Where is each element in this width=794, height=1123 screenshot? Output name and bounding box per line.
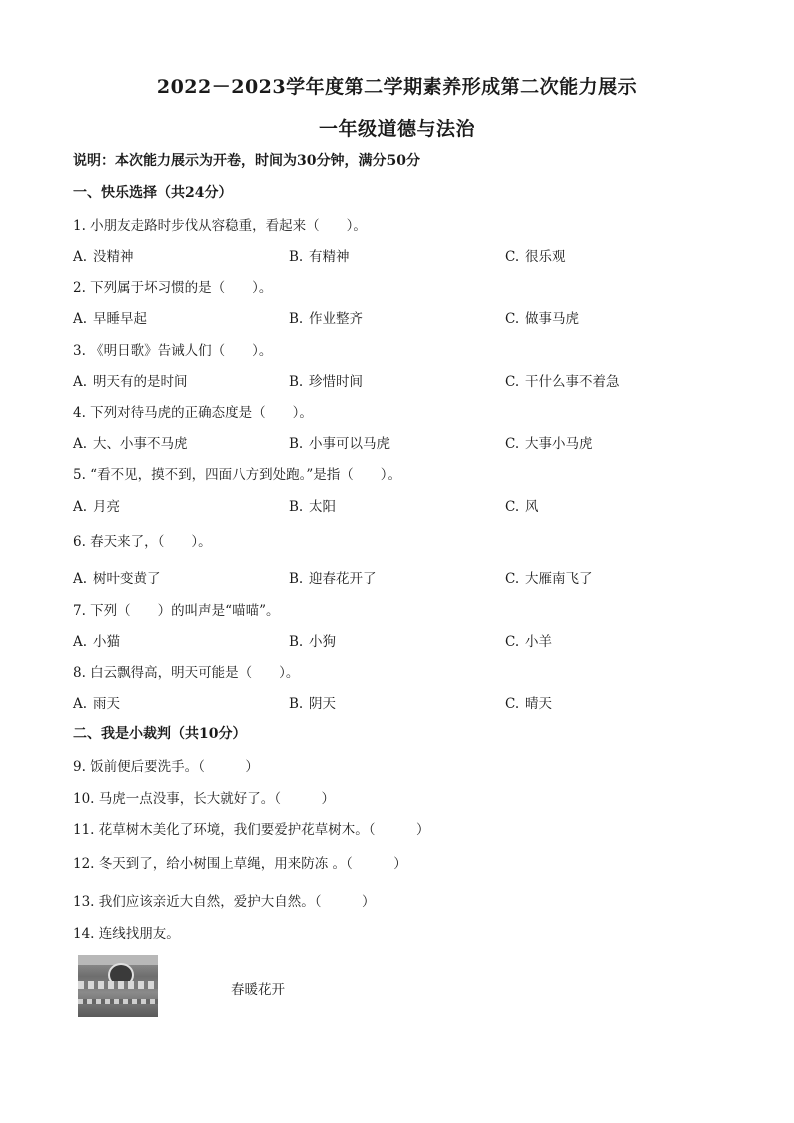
judge-item: 13. 我们应该亲近大自然，爱护大自然。（ ） (73, 894, 376, 910)
matching-label: 春暖花开 (231, 982, 285, 998)
option-b: B. 迎春花开了 (289, 571, 377, 587)
option-b: B. 太阳 (289, 499, 336, 515)
exam-instructions: 说明：本次能力展示为开卷，时间为30分钟，满分50分 (73, 153, 420, 169)
exam-title: 2022－2023学年度第二学期素养形成第二次能力展示 (156, 76, 638, 98)
exam-subtitle: 一年级道德与法治 (318, 118, 475, 140)
question-text: 6. 春天来了，（ ）。 (73, 534, 212, 550)
question-text: 3. 《明日歌》告诫人们（ ）。 (73, 343, 273, 359)
option-c: C. 大事小马虎 (505, 436, 593, 452)
option-b: B. 小事可以马虎 (289, 436, 390, 452)
option-a: A. 月亮 (73, 499, 120, 515)
option-a: A. 小猫 (73, 634, 120, 650)
option-c: C. 小羊 (505, 634, 552, 650)
option-c: C. 大雁南飞了 (505, 571, 593, 587)
option-b: B. 作业整齐 (289, 311, 363, 327)
judge-item: 10. 马虎一点没事，长大就好了。（ ） (73, 791, 336, 807)
question-text: 7. 下列（ ）的叫声是“喵喵”。 (73, 603, 280, 619)
option-a: A. 树叶变黄了 (73, 571, 161, 587)
option-a: A. 早睡早起 (73, 311, 147, 327)
option-b: B. 小狗 (289, 634, 336, 650)
question-text: 5. “看不见，摸不到，四面八方到处跑。”是指（ ）。 (73, 467, 401, 483)
option-a: A. 雨天 (73, 696, 120, 712)
option-c: C. 做事马虎 (505, 311, 579, 327)
question-text: 8. 白云飘得高，明天可能是（ ）。 (73, 665, 300, 681)
option-a: A. 大、小事不马虎 (73, 436, 188, 452)
judge-item: 12. 冬天到了，给小树围上草绳，用来防冻 。（ ） (73, 856, 407, 872)
option-c: C. 干什么事不着急 (505, 374, 620, 390)
option-b: B. 阴天 (289, 696, 336, 712)
judge-item: 11. 花草树木美化了环境，我们要爱护花草树木。（ ） (73, 822, 430, 838)
question-text: 1. 小朋友走路时步伐从容稳重，看起来（ ）。 (73, 218, 367, 234)
judge-item: 9. 饭前便后要洗手。（ ） (73, 759, 259, 775)
section-heading-choice: 一、快乐选择（共24分） (73, 185, 233, 201)
option-a: A. 没精神 (73, 249, 134, 265)
option-a: A. 明天有的是时间 (73, 374, 188, 390)
option-b: B. 珍惜时间 (289, 374, 363, 390)
question-text: 4. 下列对待马虎的正确态度是（ ）。 (73, 405, 313, 421)
option-b: B. 有精神 (289, 249, 350, 265)
option-c: C. 很乐观 (505, 249, 566, 265)
matching-question: 14. 连线找朋友。 (73, 926, 180, 942)
question-text: 2. 下列属于坏习惯的是（ ）。 (73, 280, 273, 296)
option-c: C. 晴天 (505, 696, 552, 712)
section-heading-judge: 二、我是小裁判（共10分） (73, 726, 247, 742)
matching-photo (78, 955, 158, 1017)
option-c: C. 风 (505, 499, 539, 515)
